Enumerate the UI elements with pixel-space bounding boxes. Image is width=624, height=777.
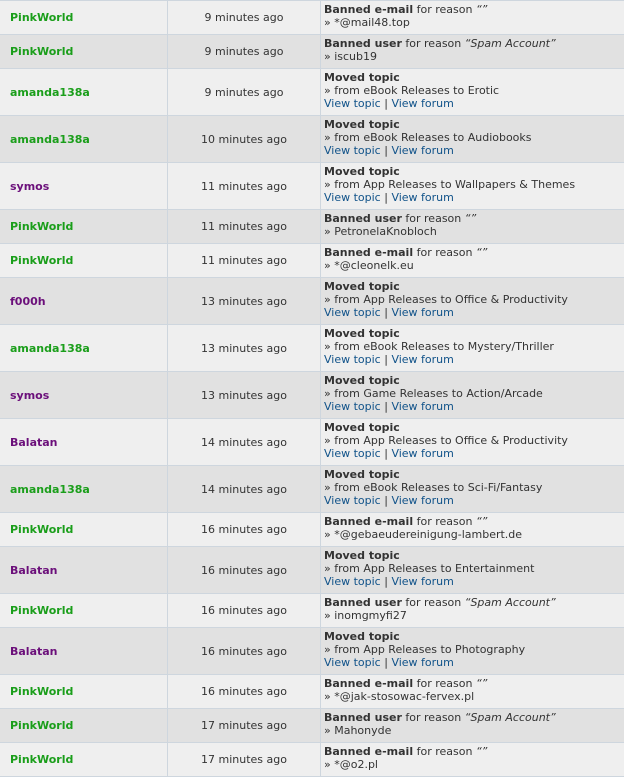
action-cell <box>321 1 624 35</box>
for-reason-label: for reason <box>413 745 476 758</box>
username-link[interactable]: Balatan <box>0 628 168 675</box>
action-type: Moved topic <box>324 71 400 84</box>
log-body <box>0 1 624 777</box>
action-detail: » *@o2.pl <box>324 758 622 771</box>
action-detail: » from App Releases to Photography <box>324 643 622 656</box>
timestamp: 10 minutes ago <box>168 116 321 163</box>
log-row <box>0 1 624 35</box>
view-forum-link[interactable]: View forum <box>391 306 453 319</box>
for-reason-label: for reason <box>402 212 465 225</box>
action-detail: » from Game Releases to Action/Arcade <box>324 387 622 400</box>
action-detail: » from App Releases to Wallpapers & Themes <box>324 178 622 191</box>
action-line <box>324 327 622 340</box>
timestamp: 16 minutes ago <box>168 547 321 594</box>
action-cell <box>321 419 624 466</box>
for-reason-label: for reason <box>402 711 465 724</box>
link-separator: | <box>381 306 392 319</box>
link-separator: | <box>381 191 392 204</box>
action-cell <box>321 210 624 244</box>
action-detail: » iscub19 <box>324 50 622 63</box>
log-row <box>0 419 624 466</box>
action-cell <box>321 675 624 709</box>
action-links <box>324 144 622 157</box>
username-link[interactable]: Balatan <box>0 547 168 594</box>
username-link[interactable]: PinkWorld <box>0 210 168 244</box>
action-cell <box>321 709 624 743</box>
action-links <box>324 494 622 507</box>
action-detail: » Mahonyde <box>324 724 622 737</box>
view-topic-link[interactable]: View topic <box>324 575 381 588</box>
timestamp: 17 minutes ago <box>168 743 321 777</box>
link-separator: | <box>381 97 392 110</box>
log-row <box>0 513 624 547</box>
action-line <box>324 246 622 259</box>
log-row <box>0 675 624 709</box>
view-topic-link[interactable]: View topic <box>324 191 381 204</box>
timestamp: 11 minutes ago <box>168 210 321 244</box>
action-line <box>324 468 622 481</box>
username-link[interactable]: symos <box>0 163 168 210</box>
view-topic-link[interactable]: View topic <box>324 494 381 507</box>
action-type: Banned e-mail <box>324 677 413 690</box>
action-cell <box>321 466 624 513</box>
action-cell <box>321 513 624 547</box>
view-topic-link[interactable]: View topic <box>324 400 381 413</box>
link-separator: | <box>381 575 392 588</box>
timestamp: 13 minutes ago <box>168 325 321 372</box>
for-reason-label: for reason <box>413 246 476 259</box>
view-topic-link[interactable]: View topic <box>324 97 381 110</box>
log-row <box>0 372 624 419</box>
view-topic-link[interactable]: View topic <box>324 144 381 157</box>
timestamp: 14 minutes ago <box>168 419 321 466</box>
action-detail: » *@gebaeudereinigung-lambert.de <box>324 528 622 541</box>
for-reason-label: for reason <box>402 596 465 609</box>
action-links <box>324 97 622 110</box>
action-type: Moved topic <box>324 630 400 643</box>
action-cell <box>321 594 624 628</box>
action-detail: » from eBook Releases to Sci-Fi/Fantasy <box>324 481 622 494</box>
action-type: Moved topic <box>324 374 400 387</box>
action-line <box>324 711 622 724</box>
action-line <box>324 549 622 562</box>
username-link[interactable]: PinkWorld <box>0 244 168 278</box>
username-link[interactable]: symos <box>0 372 168 419</box>
action-line <box>324 515 622 528</box>
action-detail: » *@jak-stosowac-fervex.pl <box>324 690 622 703</box>
action-line <box>324 630 622 643</box>
username-link[interactable]: Balatan <box>0 419 168 466</box>
link-separator: | <box>381 353 392 366</box>
action-line <box>324 165 622 178</box>
action-type: Banned user <box>324 711 402 724</box>
action-type: Moved topic <box>324 165 400 178</box>
log-row <box>0 547 624 594</box>
link-separator: | <box>381 656 392 669</box>
view-forum-link[interactable]: View forum <box>391 353 453 366</box>
timestamp: 14 minutes ago <box>168 466 321 513</box>
action-detail: » from eBook Releases to Erotic <box>324 84 622 97</box>
username-link[interactable]: f000h <box>0 278 168 325</box>
action-detail: » from App Releases to Office & Productivity <box>324 293 622 306</box>
action-type: Moved topic <box>324 280 400 293</box>
username-link[interactable]: amanda138a <box>0 116 168 163</box>
reason-text: “” <box>476 745 487 758</box>
for-reason-label: for reason <box>413 677 476 690</box>
action-detail: » from App Releases to Entertainment <box>324 562 622 575</box>
view-forum-link[interactable]: View forum <box>391 191 453 204</box>
username-link[interactable]: amanda138a <box>0 466 168 513</box>
link-separator: | <box>381 447 392 460</box>
view-forum-link[interactable]: View forum <box>391 97 453 110</box>
log-row <box>0 594 624 628</box>
action-line <box>324 37 622 50</box>
action-cell <box>321 325 624 372</box>
action-detail: » *@mail48.top <box>324 16 622 29</box>
username-link[interactable]: PinkWorld <box>0 594 168 628</box>
action-detail: » from eBook Releases to Audiobooks <box>324 131 622 144</box>
action-type: Banned e-mail <box>324 3 413 16</box>
action-type: Moved topic <box>324 468 400 481</box>
view-forum-link[interactable]: View forum <box>391 494 453 507</box>
action-detail: » *@cleonelk.eu <box>324 259 622 272</box>
action-detail: » from eBook Releases to Mystery/Thriller <box>324 340 622 353</box>
reason-text: “Spam Account” <box>465 37 556 50</box>
action-line <box>324 118 622 131</box>
action-cell <box>321 372 624 419</box>
action-cell <box>321 278 624 325</box>
action-links <box>324 306 622 319</box>
action-type: Banned user <box>324 212 402 225</box>
for-reason-label: for reason <box>413 3 476 16</box>
username-link[interactable]: PinkWorld <box>0 35 168 69</box>
link-separator: | <box>381 400 392 413</box>
link-separator: | <box>381 144 392 157</box>
timestamp: 16 minutes ago <box>168 675 321 709</box>
action-line <box>324 3 622 16</box>
action-cell <box>321 628 624 675</box>
reason-text: “” <box>476 677 487 690</box>
reason-text: “Spam Account” <box>465 596 556 609</box>
log-row <box>0 163 624 210</box>
log-row <box>0 210 624 244</box>
timestamp: 16 minutes ago <box>168 513 321 547</box>
log-row <box>0 628 624 675</box>
view-forum-link[interactable]: View forum <box>391 656 453 669</box>
log-row <box>0 35 624 69</box>
link-separator: | <box>381 494 392 507</box>
username-link[interactable]: PinkWorld <box>0 513 168 547</box>
timestamp: 13 minutes ago <box>168 278 321 325</box>
action-detail: » from App Releases to Office & Productivity <box>324 434 622 447</box>
reason-text: “Spam Account” <box>465 711 556 724</box>
reason-text: “” <box>476 246 487 259</box>
log-row <box>0 325 624 372</box>
action-links <box>324 447 622 460</box>
action-line <box>324 677 622 690</box>
action-line <box>324 280 622 293</box>
action-type: Banned e-mail <box>324 246 413 259</box>
action-line <box>324 374 622 387</box>
action-type: Moved topic <box>324 327 400 340</box>
view-topic-link[interactable]: View topic <box>324 306 381 319</box>
username-link[interactable]: amanda138a <box>0 69 168 116</box>
view-forum-link[interactable]: View forum <box>391 400 453 413</box>
action-cell <box>321 35 624 69</box>
action-links <box>324 656 622 669</box>
timestamp: 9 minutes ago <box>168 69 321 116</box>
log-row <box>0 709 624 743</box>
username-link[interactable]: amanda138a <box>0 325 168 372</box>
log-row <box>0 244 624 278</box>
action-line <box>324 421 622 434</box>
timestamp: 17 minutes ago <box>168 709 321 743</box>
username-link[interactable]: PinkWorld <box>0 743 168 777</box>
log-row <box>0 69 624 116</box>
reason-text: “” <box>476 3 487 16</box>
action-cell <box>321 69 624 116</box>
view-topic-link[interactable]: View topic <box>324 447 381 460</box>
reason-text: “” <box>476 515 487 528</box>
view-forum-link[interactable]: View forum <box>391 144 453 157</box>
action-cell <box>321 163 624 210</box>
action-links <box>324 353 622 366</box>
timestamp: 9 minutes ago <box>168 1 321 35</box>
action-type: Moved topic <box>324 549 400 562</box>
action-cell <box>321 547 624 594</box>
action-links <box>324 400 622 413</box>
username-link[interactable]: PinkWorld <box>0 709 168 743</box>
action-links <box>324 191 622 204</box>
view-topic-link[interactable]: View topic <box>324 656 381 669</box>
action-type: Banned user <box>324 37 402 50</box>
log-row <box>0 743 624 777</box>
timestamp: 11 minutes ago <box>168 163 321 210</box>
view-topic-link[interactable]: View topic <box>324 353 381 366</box>
action-type: Moved topic <box>324 421 400 434</box>
timestamp: 16 minutes ago <box>168 594 321 628</box>
log-row <box>0 466 624 513</box>
action-line <box>324 745 622 758</box>
for-reason-label: for reason <box>402 37 465 50</box>
action-type: Banned user <box>324 596 402 609</box>
action-type: Banned e-mail <box>324 745 413 758</box>
action-line <box>324 212 622 225</box>
log-row <box>0 116 624 163</box>
timestamp: 13 minutes ago <box>168 372 321 419</box>
username-link[interactable]: PinkWorld <box>0 675 168 709</box>
action-type: Moved topic <box>324 118 400 131</box>
timestamp: 9 minutes ago <box>168 35 321 69</box>
username-link[interactable]: PinkWorld <box>0 1 168 35</box>
reason-text: “” <box>465 212 476 225</box>
action-detail: » inomgmyfi27 <box>324 609 622 622</box>
action-cell <box>321 743 624 777</box>
action-cell <box>321 116 624 163</box>
for-reason-label: for reason <box>413 515 476 528</box>
timestamp: 11 minutes ago <box>168 244 321 278</box>
timestamp: 16 minutes ago <box>168 628 321 675</box>
action-type: Banned e-mail <box>324 515 413 528</box>
action-detail: » PetronelaKnobloch <box>324 225 622 238</box>
log-row <box>0 278 624 325</box>
view-forum-link[interactable]: View forum <box>391 575 453 588</box>
view-forum-link[interactable]: View forum <box>391 447 453 460</box>
action-line <box>324 596 622 609</box>
action-links <box>324 575 622 588</box>
action-cell <box>321 244 624 278</box>
action-line <box>324 71 622 84</box>
